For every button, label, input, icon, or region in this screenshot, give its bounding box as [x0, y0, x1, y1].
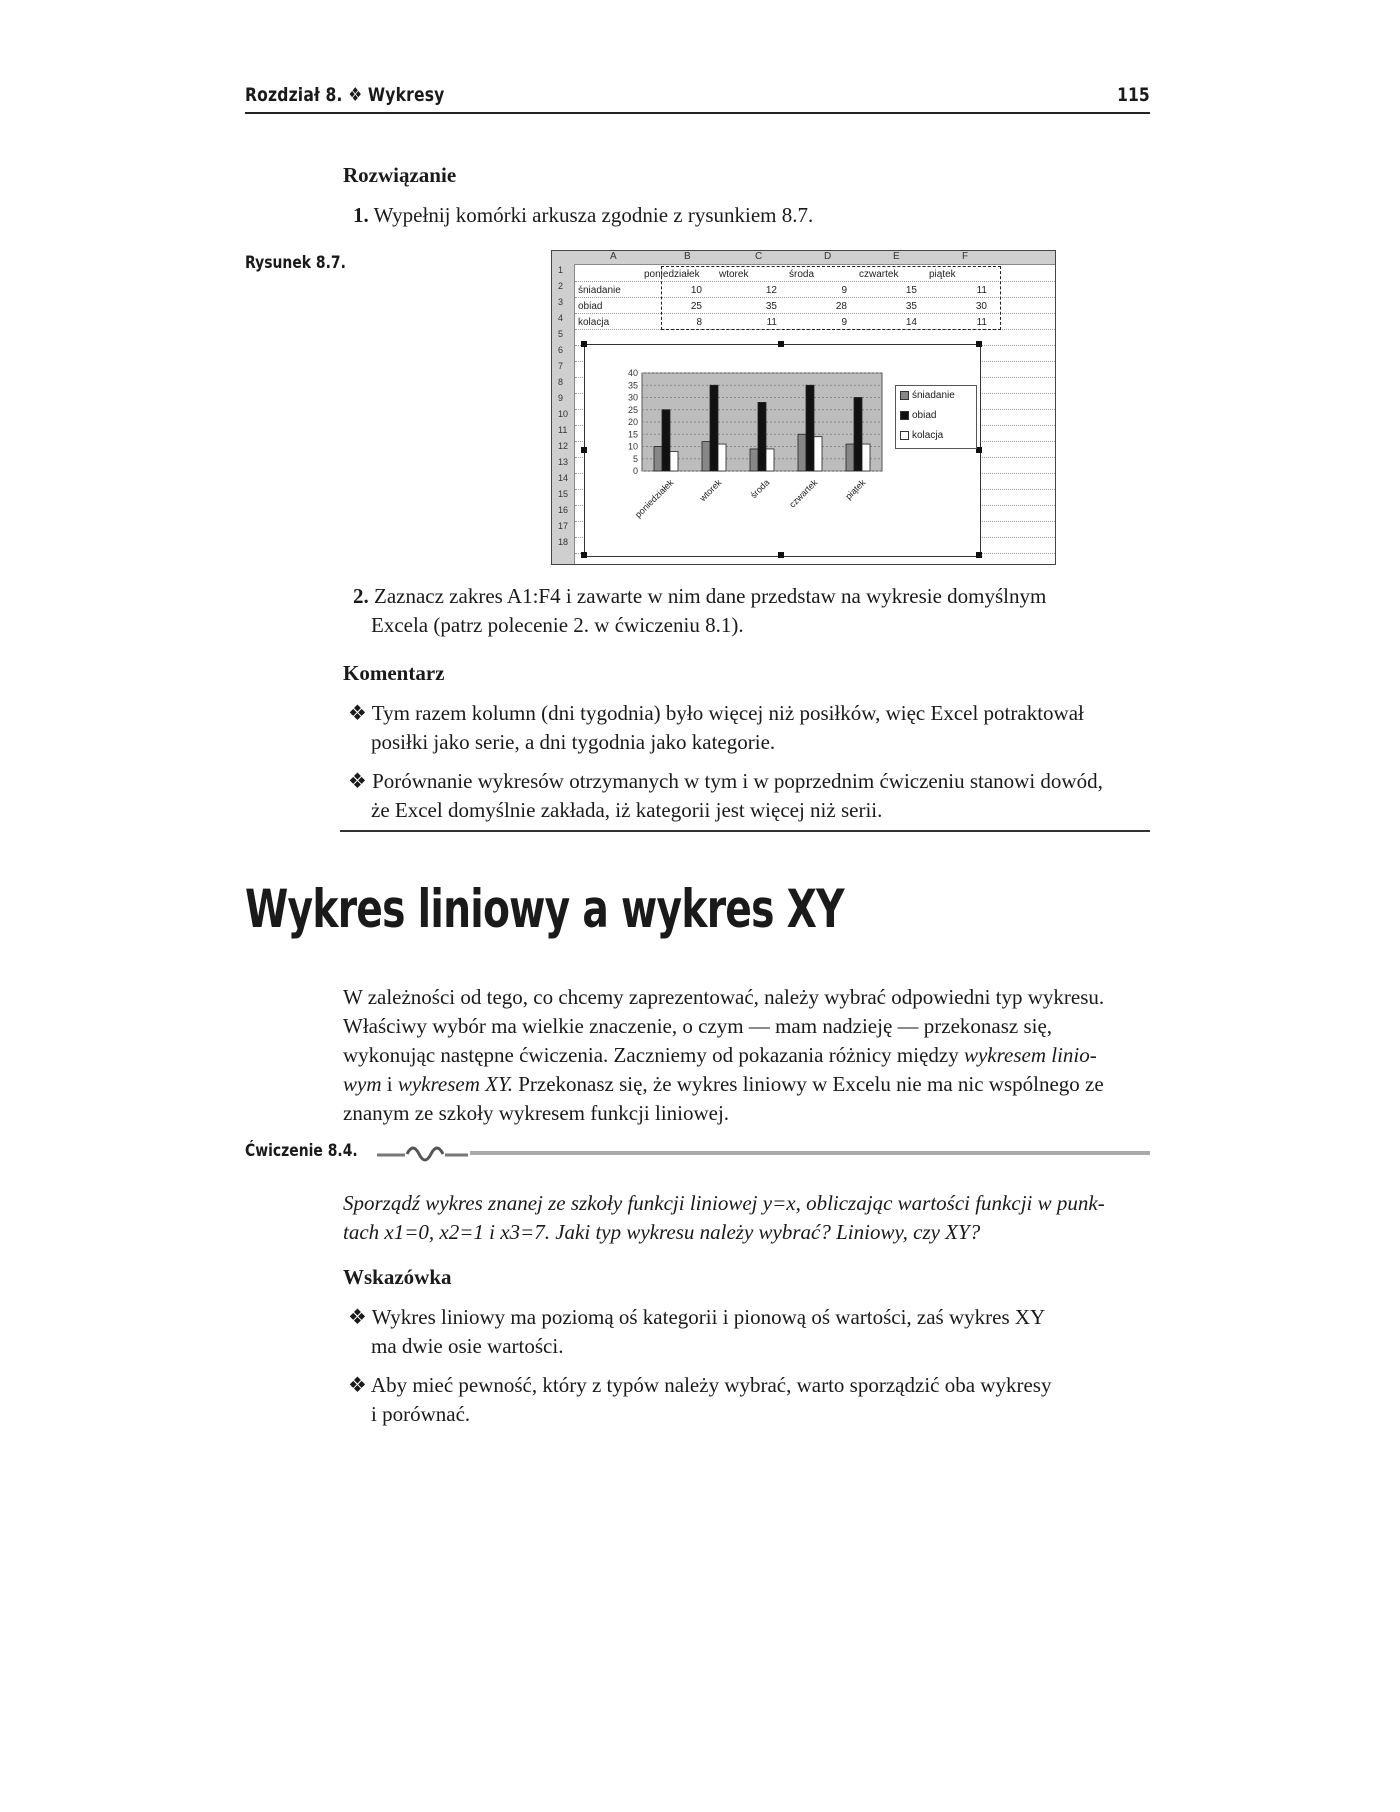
cell-value: 28	[835, 301, 847, 312]
ornament-icon	[375, 1140, 470, 1162]
cell-value: 9	[841, 317, 847, 328]
chart-legend	[895, 385, 977, 449]
bullet-icon: ❖	[348, 1373, 367, 1397]
bar	[798, 434, 806, 471]
y-tick-label: 25	[627, 404, 638, 415]
cell-value: 10	[690, 285, 702, 296]
bar	[806, 385, 814, 471]
row-header: 7	[558, 361, 564, 371]
term-italic: wykresem XY.	[397, 1072, 513, 1096]
text: wykonując następne ćwiczenia. Zaczniemy od pokazania różnicy między	[343, 1043, 964, 1067]
cell-meal: obiad	[578, 301, 603, 312]
bar	[846, 444, 854, 471]
y-tick-label: 30	[627, 392, 638, 403]
bullet-icon: ❖	[348, 701, 367, 725]
running-header	[245, 84, 1150, 114]
bar	[662, 410, 670, 471]
row-header: 16	[558, 505, 569, 515]
task-line: Sporządź wykres znanej ze szkoły funkcji liniowej y=x, obliczając wartości funkcji w punk-	[343, 1191, 1105, 1215]
cell-day: poniedziałek	[644, 269, 700, 280]
col-header: A	[610, 251, 617, 262]
y-tick-label: 35	[627, 380, 638, 391]
cell-day: czwartek	[859, 269, 899, 280]
comment-text: Porównanie wykresów otrzymanych w tym i w poprzednim ćwiczeniu stanowi dowód,	[372, 769, 1103, 793]
bar	[718, 444, 726, 471]
bar	[670, 451, 678, 471]
bar-chart	[600, 355, 900, 555]
cell-value: 15	[905, 285, 917, 296]
column-headers	[552, 251, 1055, 265]
paragraph-line: W zależności od tego, co chcemy zaprezentować, należy wybrać odpowiedni typ wykresu.	[343, 985, 1105, 1009]
bar	[710, 385, 718, 471]
cell-day: wtorek	[719, 269, 749, 280]
step-2	[353, 582, 1046, 611]
step-1-text: Wypełnij komórki arkusza zgodnie z rysunkiem 8.7.	[373, 203, 814, 227]
row-header: 17	[558, 521, 569, 531]
step-1-number: 1.	[353, 203, 369, 227]
task-line: tach x1=0, x2=1 i x3=7. Jaki typ wykresu należy wybrać? Liniowy, czy XY?	[343, 1220, 981, 1244]
row-header: 13	[558, 457, 569, 467]
hint-text: Aby mieć pewność, który z typów należy wybrać, warto sporządzić oba wykresy	[370, 1373, 1052, 1397]
hint-text: ma dwie osie wartości.	[371, 1334, 564, 1358]
y-tick-label: 5	[632, 453, 638, 464]
x-tick-label: czwartek	[787, 477, 820, 510]
hint-heading: Wskazówka	[343, 1265, 452, 1289]
text: i	[381, 1072, 398, 1096]
paragraph-line	[343, 1070, 1104, 1099]
legend-label: obiad	[912, 410, 937, 421]
x-tick-label: wtorek	[697, 477, 724, 504]
row-header: 10	[558, 409, 569, 419]
legend-item	[896, 386, 976, 406]
hint-bullet-2	[348, 1371, 1051, 1400]
col-header: F	[962, 251, 969, 262]
bullet-icon: ❖	[348, 1305, 367, 1329]
cell-value: 11	[766, 317, 777, 328]
cell-value: 35	[905, 301, 917, 312]
step-2-text-line2: Excela (patrz polecenie 2. w ćwiczeniu 8.1).	[371, 613, 744, 637]
row-header: 15	[558, 489, 569, 499]
cell-value: 30	[975, 301, 987, 312]
page-number: 115	[1117, 84, 1150, 106]
row-header: 18	[558, 537, 569, 547]
paragraph-line: znanym ze szkoły wykresem funkcji liniowej.	[343, 1101, 730, 1125]
col-header: B	[684, 251, 691, 262]
col-header: D	[824, 251, 832, 262]
comment-heading: Komentarz	[343, 661, 445, 685]
cell-value: 12	[765, 285, 777, 296]
cell-meal: śniadanie	[578, 285, 621, 296]
cell-value: 35	[765, 301, 777, 312]
y-tick-label: 40	[627, 368, 638, 378]
row-header: 12	[558, 441, 569, 451]
legend-swatch	[900, 411, 909, 420]
row-header: 1	[558, 265, 564, 275]
bar	[758, 402, 766, 471]
solution-heading: Rozwiązanie	[343, 163, 457, 187]
x-tick-label: środa	[748, 477, 772, 501]
exercise-rule	[470, 1151, 1150, 1155]
y-tick-label: 15	[627, 429, 638, 440]
cell-value: 14	[905, 317, 917, 328]
x-tick-label: poniedziałek	[632, 477, 676, 520]
legend-swatch	[900, 391, 909, 400]
bar	[766, 449, 774, 471]
bullet-icon: ❖	[348, 769, 367, 793]
bar	[854, 398, 862, 472]
legend-label: śniadanie	[912, 390, 955, 401]
legend-item	[896, 426, 976, 446]
term-italic: wykresem linio-	[963, 1043, 1097, 1067]
hint-bullet-1	[348, 1303, 1045, 1332]
col-header: E	[893, 251, 900, 262]
bar	[750, 449, 758, 471]
row-header: 3	[558, 297, 564, 307]
chapter-title: Rozdział 8. ❖ Wykresy	[245, 84, 445, 106]
legend-item	[896, 406, 976, 426]
cell-value: 11	[976, 317, 987, 328]
exercise-label: Ćwiczenie 8.4.	[245, 1141, 358, 1161]
comment-text: że Excel domyślnie zakłada, iż kategorii jest więcej niż serii.	[371, 798, 883, 822]
cell-meal: kolacja	[578, 317, 610, 328]
hint-text: Wykres liniowy ma poziomą oś kategorii i pionową oś wartości, zaś wykres XY	[371, 1305, 1046, 1329]
row-header: 8	[558, 377, 564, 387]
comment-text: Tym razem kolumn (dni tygodnia) było więcej niż posiłków, więc Excel potraktował	[371, 701, 1084, 725]
text: Przekonasz się, że wykres liniowy w Excelu nie ma nic wspólnego ze	[512, 1072, 1104, 1096]
figure-label: Rysunek 8.7.	[245, 253, 346, 273]
y-tick-label: 20	[627, 417, 638, 427]
row-headers	[552, 264, 575, 564]
cell-value: 9	[841, 285, 847, 296]
hint-text: i porównać.	[371, 1402, 471, 1426]
row-header: 2	[558, 281, 564, 291]
divider	[340, 830, 1150, 832]
row-header: 11	[558, 425, 568, 435]
comment-bullet-1	[348, 699, 1084, 728]
comment-bullet-2	[348, 767, 1103, 796]
col-header: C	[755, 251, 763, 262]
row-header: 5	[558, 329, 564, 339]
y-tick-label: 0	[632, 466, 638, 476]
legend-label: kolacja	[912, 430, 944, 441]
row-header: 4	[558, 313, 564, 323]
section-title: Wykres liniowy a wykres XY	[245, 879, 844, 940]
row-header: 6	[558, 345, 564, 355]
bar	[654, 447, 662, 472]
legend-swatch	[900, 431, 909, 440]
cell-value: 25	[690, 301, 702, 312]
paragraph-line	[343, 1041, 1097, 1070]
row-header: 14	[558, 473, 569, 483]
cell-day: środa	[789, 269, 815, 280]
bar	[814, 437, 822, 471]
paragraph-line: Właściwy wybór ma wielkie znaczenie, o czym — mam nadzieję — przekonasz się,	[343, 1014, 1053, 1038]
cell-day: piątek	[929, 269, 956, 280]
x-tick-label: piątek	[843, 477, 868, 502]
step-2-text-line1: Zaznacz zakres A1:F4 i zawarte w nim dane przedstaw na wykresie domyślnym	[374, 584, 1047, 608]
row-header: 9	[558, 393, 564, 403]
cell-value: 8	[696, 317, 702, 328]
bar	[862, 444, 870, 471]
step-2-number: 2.	[353, 584, 369, 608]
y-tick-label: 10	[627, 441, 638, 452]
comment-text: posiłki jako serie, a dni tygodnia jako kategorie.	[371, 730, 776, 754]
bar	[702, 442, 710, 471]
term-italic: wym	[343, 1072, 382, 1096]
cell-value: 11	[976, 285, 987, 296]
step-1	[353, 201, 813, 230]
